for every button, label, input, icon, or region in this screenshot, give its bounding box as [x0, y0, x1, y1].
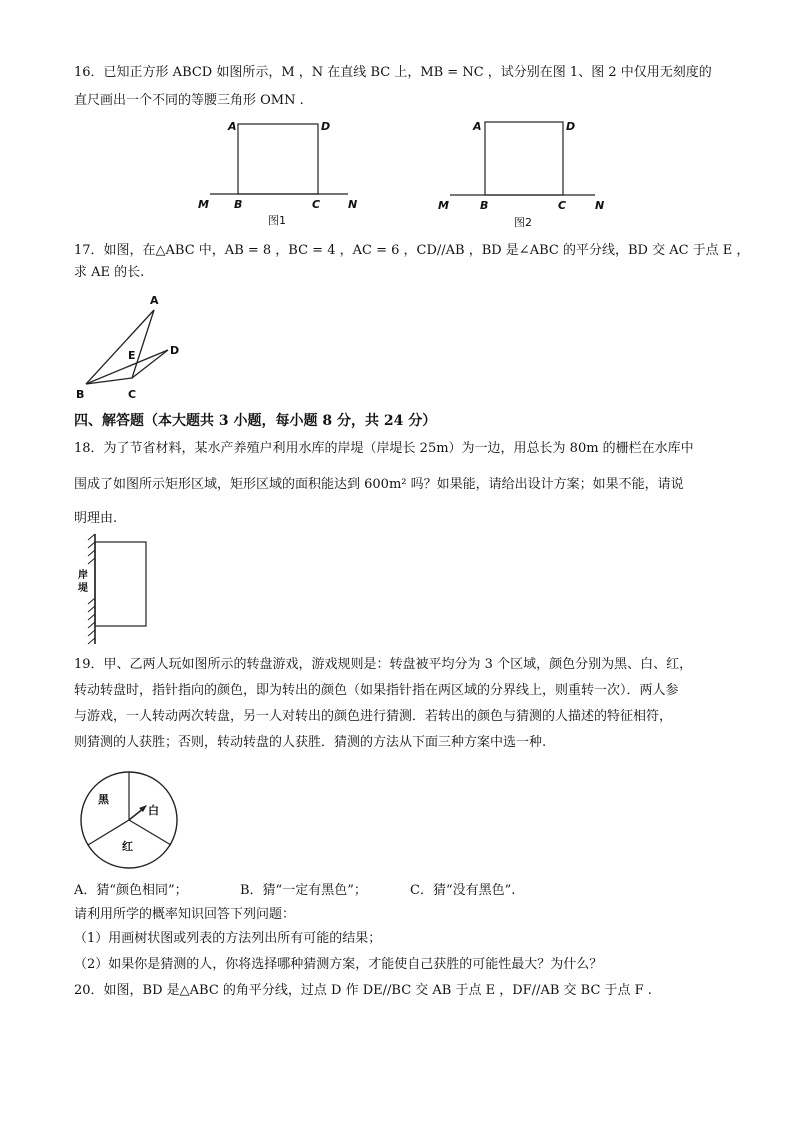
label-c: C: [558, 199, 567, 212]
label-a: A: [150, 294, 159, 307]
q17-line-2: 求 AE 的长.: [74, 265, 145, 280]
q19-line-2: 转动转盘时，指针指向的颜色，即为转出的颜色（如果指针指在两区域的分界线上，则重转一次）．两人参: [74, 683, 679, 698]
q19-option-c: C．猜“没有黑色”.: [410, 883, 516, 898]
label-d: D: [566, 120, 576, 133]
q16-line-2: 直尺画出一个不同的等腰三角形 OMN .: [74, 93, 304, 108]
label-m: M: [198, 198, 209, 211]
q19-line-1: 19．甲、乙两人玩如图所示的转盘游戏，游戏规则是：转盘被平均分为 3 个区域，颜色分别为黑、白、红，: [74, 657, 693, 672]
region-red: 红: [122, 840, 133, 853]
label-d: D: [170, 344, 180, 357]
q19-part-2: （2）如果你是猜测的人，你将选择哪种猜测方案，才能使自己获胜的可能性最大？为什么？: [74, 957, 603, 972]
rectangular-area: [95, 542, 146, 626]
figure-17: [70, 288, 190, 408]
spinner: [76, 770, 186, 870]
q19-option-a: A．猜“颜色相同”；: [74, 883, 188, 898]
segment-cd: [132, 350, 168, 378]
q18-line-3: 明理由.: [74, 511, 118, 526]
q19-line-4: 则猜测的人获胜；否则，转动转盘的人获胜．猜测的方法从下面三种方案中选一种.: [74, 735, 547, 750]
label-n: N: [348, 198, 358, 211]
region-black: 黑: [98, 793, 109, 806]
q19-option-b: B．猜“一定有黑色”；: [240, 883, 367, 898]
figure-18: [76, 532, 166, 652]
bank-label-1: 岸: [78, 570, 88, 581]
label-e: E: [128, 349, 136, 362]
bank-label-2: 堤: [78, 583, 88, 594]
q17-line-1: 17．如图，在△ABC 中，AB = 8 ，BC = 4 ，AC = 6 ，CD//AB ，BD 是∠ABC 的平分线，BD 交 AC 于点 E ，: [74, 243, 750, 258]
bank-hatching: [88, 534, 95, 644]
figure-2-caption: 图2: [514, 216, 532, 229]
figure-2: [430, 112, 620, 232]
triangle-abc: [86, 310, 154, 384]
q19-part-1: （1）用画树状图或列表的方法列出所有可能的结果；: [74, 931, 382, 946]
q19-line-3: 与游戏，一人转动两次转盘，另一人对转出的颜色进行猜测．若转出的颜色与猜测的人描述的特征相符，: [74, 709, 673, 724]
label-b: B: [234, 198, 243, 211]
label-c: C: [128, 388, 137, 401]
label-d: D: [321, 120, 331, 133]
q20-line-1: 20．如图，BD 是△ABC 的角平分线，过点 D 作 DE//BC 交 AB 于点 E ，DF//AB 交 BC 于点 F .: [74, 983, 652, 998]
region-white: 白: [148, 804, 159, 817]
q19-intro: 请利用所学的概率知识回答下列问题：: [74, 907, 296, 922]
label-n: N: [595, 199, 605, 212]
q18-line-2: 围成了如图所示矩形区域，矩形区域的面积能达到 600m² 吗？如果能，请给出设计方案；如果不能，请说: [74, 477, 684, 492]
square-abcd: [485, 122, 563, 195]
square-abcd: [238, 124, 318, 194]
label-a: A: [473, 120, 482, 133]
q16-line-1: 16．已知正方形 ABCD 如图所示，M ，N 在直线 BC 上，MB = NC ，试分别在图 1、图 2 中仅用无刻度的: [74, 65, 712, 80]
label-b: B: [480, 199, 489, 212]
figure-1-caption: 图1: [268, 214, 286, 227]
label-c: C: [312, 198, 321, 211]
label-m: M: [438, 199, 449, 212]
section-4-title: 四、解答题（本大题共 3 小题，每小题 8 分，共 24 分）: [74, 413, 437, 429]
label-a: A: [228, 120, 237, 133]
label-b: B: [76, 388, 85, 401]
figure-1: [190, 112, 370, 232]
q18-line-1: 18．为了节省材料，某水产养殖户利用水库的岸堤（岸堤长 25m）为一边，用总长为 80m 的栅栏在水库中: [74, 441, 694, 456]
